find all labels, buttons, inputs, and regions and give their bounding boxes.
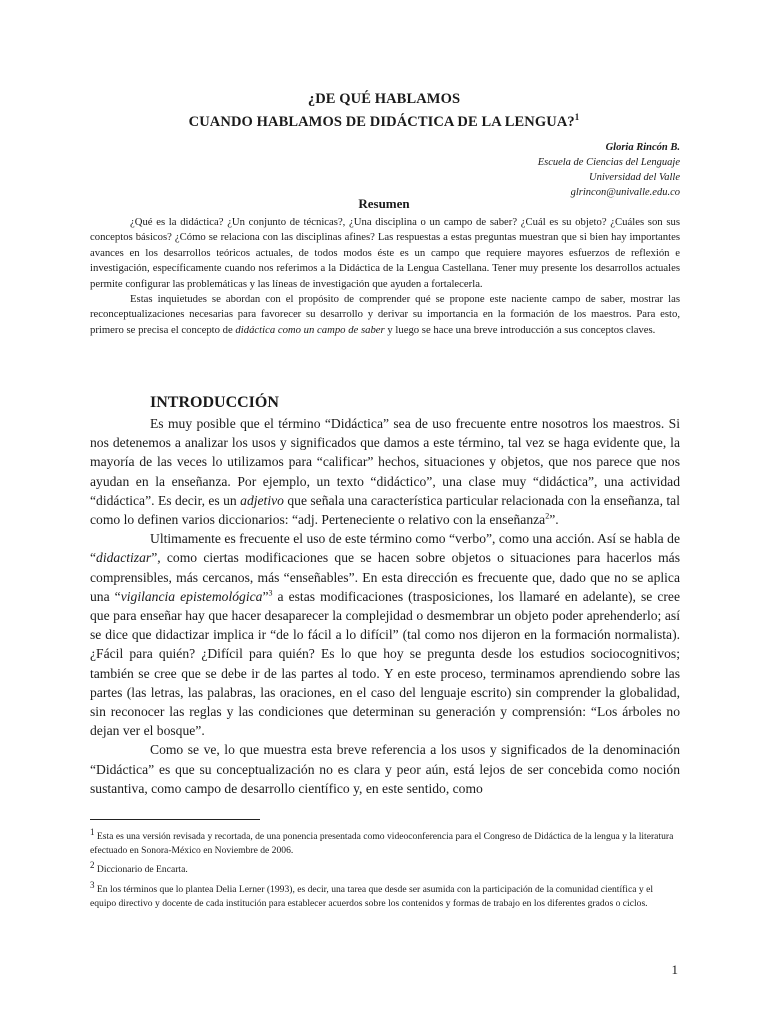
author-school: Escuela de Ciencias del Lenguaje <box>537 157 680 168</box>
footnote-1-text: Esta es una versión revisada y recortada, de una ponencia presentada como videoconferencia para el Congreso de Didáctica de la lengua y la literatura efectuado en Sonora-México en Noviembre de 2006. <box>90 831 674 856</box>
p1-emphasis: adjetivo <box>240 492 284 508</box>
footnote-3-text: En los términos que lo plantea Delia Lerner (1993), es decir, una tarea que desde ser asumida con la participación de la comunidad científica y el equipo directivo y docente de cada institución para establecer acuerdos sobre los contenidos y formas de trabajo en los diferentes grados o ciclos. <box>90 884 653 909</box>
author-university: Universidad del Valle <box>589 172 680 183</box>
body-paragraph-2 <box>90 529 680 740</box>
author-email[interactable]: glrincon@univalle.edu.co <box>570 187 680 198</box>
footnote-3 <box>90 879 680 910</box>
body-text <box>90 414 680 798</box>
abstract-paragraph-2 <box>90 292 680 338</box>
p1-part-b: que señala una característica particular relacionada con la enseñanza, tal como lo definen varios diccionarios: “adj. Perteneciente o relativo con la enseñanza <box>90 492 680 528</box>
abstract-p2-end: y luego se hace una breve introducción a sus conceptos claves. <box>384 323 656 336</box>
body-paragraph-1 <box>90 414 680 529</box>
footnote-1 <box>90 826 680 857</box>
p2-part-d: a estas modificaciones (trasposiciones, los llamaré en adelante), se cree que para enseñar hay que hacer desaparecer la complejidad o desmembrar un objeto poder aprehenderlo; así se dice que didactizar implica ir “de lo fácil a lo difícil” (tal como nos dijeron en la formación normalista). ¿Fácil para quién? ¿Difícil para quién? Es lo que hoy se pregunta desde los estudios sociocognitivos; también se cree que se debe ir de las partes al todo. Y en este proceso, terminamos aprendiendo sobre las partes (las letras, las palabras, las oraciones, en el caso del lenguaje escrito) sin comprender la globalidad, sin reconocer las reglas y las condiciones que determinan su generación y comprensión: “Los árboles no dejan ver el bosque”. <box>90 588 681 739</box>
section-heading-introduccion: INTRODUCCIÓN <box>150 394 279 411</box>
footnotes <box>90 826 680 913</box>
document-title <box>90 90 678 131</box>
page-number: 1 <box>671 962 678 977</box>
footnote-ref-3[interactable]: 3 <box>268 588 273 598</box>
abstract-p2-start: Estas inquietudes se abordan con el propósito de comprender qué se propone este naciente campo de saber, mostrar las reconceptualizaciones necesarias para favorecer su desarrollo y derivar su importancia en la formación de los maestros. Para esto, primero se precisa el concepto de <box>90 293 680 336</box>
p2-emphasis-2: vigilancia epistemológica <box>120 588 263 604</box>
p1-part-c: ”. <box>549 512 559 528</box>
abstract-p2-emphasis: didáctica como un campo de saber <box>235 323 385 336</box>
abstract-paragraph-1: ¿Qué es la didáctica? ¿Un conjunto de técnicas?, ¿Una disciplina o un campo de saber? ¿Cuál es su objeto? ¿Cuáles son sus conceptos básicos? ¿Cómo se relaciona con las disciplinas afines? Las respuestas a estas preguntas muestran que si bien hay importantes avances en los desarrollos teóricos actuales, de todos modos éste es un campo que requiere mayores esfuerzos de reflexión e investigación, específicamente cuando nos referimos a la Didáctica de la Lengua Castellana. Tener muy presente los desarrollos actuales permite configurar las problemáticas y las líneas de investigación que ayuden a fortalecerla. <box>90 216 680 290</box>
footnote-ref-2[interactable]: 2 <box>545 511 550 521</box>
p2-part-b: ”, como ciertas modificaciones que se hacen sobre objetos o situaciones para hacerlos más comprensibles, más cercanos, más “enseñables”. En esta dirección es frecuente que, dado que no se aplica una “ <box>90 550 680 604</box>
footnote-2-text: Diccionario de Encarta. <box>94 864 188 876</box>
footnote-2-mark: 2 <box>90 860 95 871</box>
footnote-3-mark: 3 <box>90 880 95 891</box>
footnote-2 <box>90 859 680 877</box>
p2-emphasis-1: didactizar <box>96 550 152 566</box>
footnote-1-mark: 1 <box>90 827 95 837</box>
p2-part-c: ” <box>262 588 269 604</box>
title-line-2 <box>90 108 678 131</box>
footnote-divider <box>90 819 260 820</box>
abstract <box>90 215 680 338</box>
author-name: Gloria Rincón B. <box>605 142 680 153</box>
p1-part-a: Es muy posible que el término “Didáctica” sea de uso frecuente entre nosotros los maestros. Si nos detenemos a analizar los usos y significados que damos a este término, tal vez se haga evidente que, la mayoría de las veces lo utilizamos para “calificar” hechos, situaciones y objetos, que nos parece que nos ayudan en la enseñanza. Por ejemplo, un texto “didáctico”, una clase muy “didáctica”, una actividad “didáctica”. Es decir, es un <box>90 416 680 508</box>
title-footnote-mark[interactable]: 1 <box>574 112 580 122</box>
author-block <box>538 140 680 200</box>
title-line-2-text: CUANDO HABLAMOS DE DIDÁCTICA DE LA LENGUA? <box>188 113 575 130</box>
abstract-heading: Resumen <box>358 196 410 211</box>
p2-part-a: Ultimamente es frecuente el uso de este término como “verbo”, como una acción. Así se habla de “ <box>90 531 680 566</box>
body-paragraph-3: Como se ve, lo que muestra esta breve referencia a los usos y significados de la denominación “Didáctica” es que su conceptualización no es clara y peor aún, está lejos de ser concebida como noción sustantiva, como campo de desarrollo científico y, en este sentido, como <box>90 742 680 796</box>
title-line-1: ¿DE QUÉ HABLAMOS <box>307 91 461 107</box>
